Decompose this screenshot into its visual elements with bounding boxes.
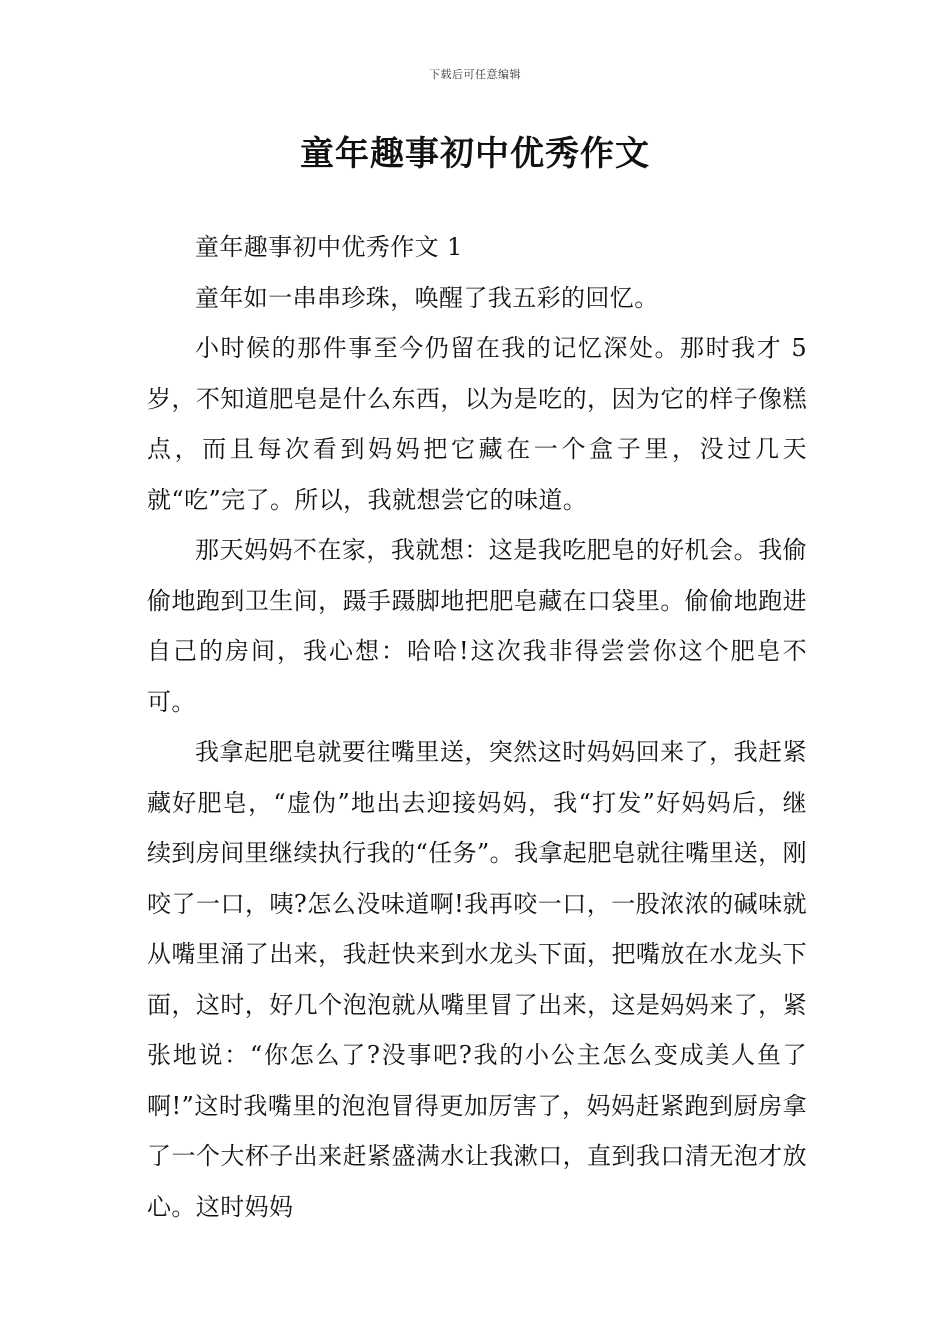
paragraph-4: 我拿起肥皂就要往嘴里送，突然这时妈妈回来了，我赶紧藏好肥皂，“虚伪”地出去迎接妈妈，我“打发”好妈妈后，继续到房间里继续执行我的“任务”。我拿起肥皂就往嘴里送，刚咬了一口，咦?怎么没味道啊!我再咬一口，一股浓浓的碱味就从嘴里涌了出来，我赶快来到水龙头下面，把嘴放在水龙头下面，这时，好几个泡泡就从嘴里冒了出来，这是妈妈来了，紧张地说：“你怎么了?没事吧?我的小公主怎么变成美人鱼了啊!”这时我嘴里的泡泡冒得更加厉害了，妈妈赶紧跑到厨房拿了一个大杯子出来赶紧盛满水让我漱口，直到我口清无泡才放心。这时妈妈: [147, 738, 807, 1221]
essay-subtitle: 童年趣事初中优秀作文 1: [195, 233, 463, 261]
header-note: 下载后可任意编辑: [429, 68, 521, 81]
paragraph-3: 那天妈妈不在家，我就想：这是我吃肥皂的好机会。我偷偷地跑到卫生间，蹑手蹑脚地把肥皂藏在口袋里。偷偷地跑进自己的房间，我心想：哈哈!这次我非得尝尝你这个肥皂不可。: [147, 536, 807, 716]
paragraph-1: 童年如一串串珍珠，唤醒了我五彩的回忆。: [195, 283, 659, 312]
page-title: 童年趣事初中优秀作文: [300, 134, 650, 174]
paragraph-2: 小时候的那件事至今仍留在我的记忆深处。那时我才 5 岁，不知道肥皂是什么东西，以为是吃的，因为它的样子像糕点，而且每次看到妈妈把它藏在一个盒子里，没过几天就“吃”完了。所以，我就想尝它的味道。: [147, 334, 807, 514]
essay-body: [147, 222, 807, 1232]
